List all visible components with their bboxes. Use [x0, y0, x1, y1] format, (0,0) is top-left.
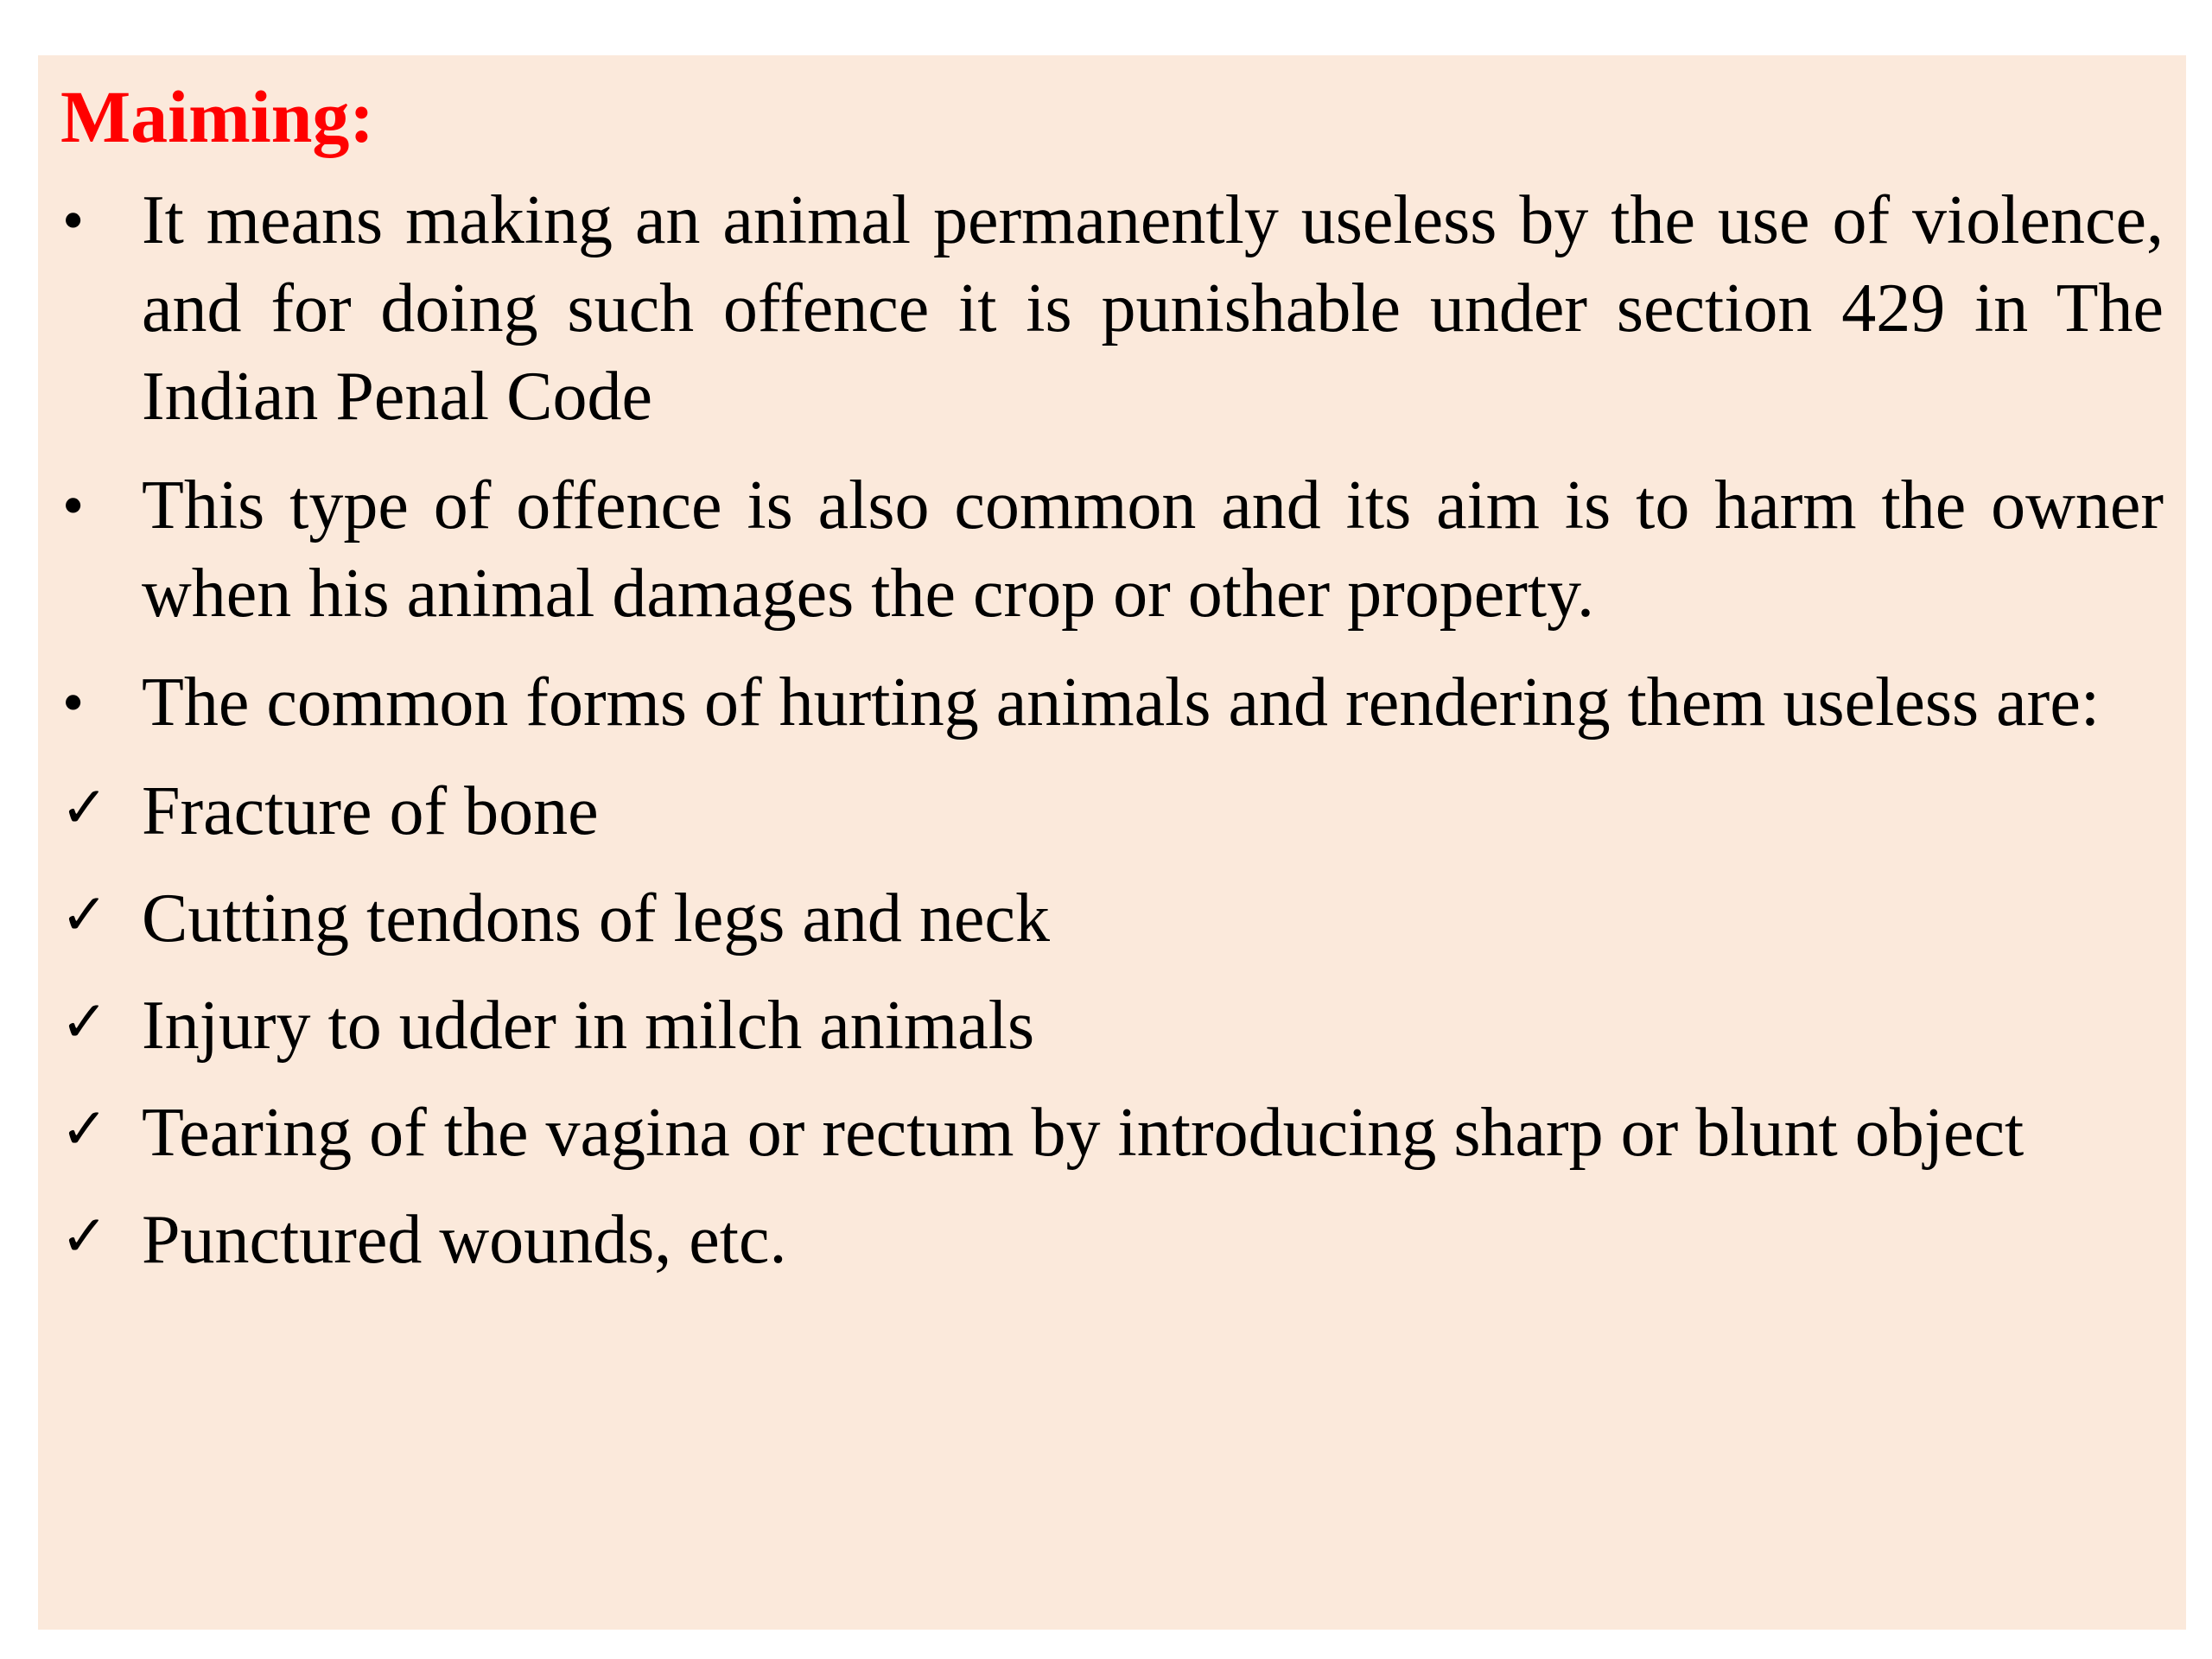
checkmark-icon: ✓: [60, 1203, 109, 1269]
checklist-item-5: [60, 1196, 2164, 1284]
bullet-dot-icon: •: [62, 471, 85, 540]
slide-panel: [38, 55, 2186, 1630]
checklist-text: Tearing of the vagina or rectum by introducing sharp or blunt object: [142, 1095, 2024, 1171]
checklist-item-1: [60, 767, 2164, 855]
checkmark-icon: ✓: [60, 774, 109, 841]
bullet-item-2: [60, 461, 2164, 638]
checklist-text: Injury to udder in milch animals: [142, 988, 1035, 1064]
bullet-item-1: [60, 176, 2164, 441]
checklist-item-2: [60, 874, 2164, 963]
slide-title: Maiming:: [60, 75, 375, 158]
bullet-dot-icon: •: [62, 186, 85, 255]
bullet-dot-icon: •: [62, 668, 85, 737]
checkmark-icon: ✓: [60, 1096, 109, 1162]
bullet-item-3: [60, 658, 2164, 747]
checklist-item-3: [60, 982, 2164, 1070]
checklist-text: Cutting tendons of legs and neck: [142, 880, 1050, 957]
checkmark-icon: ✓: [60, 988, 109, 1055]
slide-content: [60, 176, 2164, 1303]
checklist-text: Punctured wounds, etc.: [142, 1202, 787, 1278]
checklist-text: Fracture of bone: [142, 773, 599, 849]
checklist-item-4: [60, 1089, 2164, 1177]
checkmark-icon: ✓: [60, 881, 109, 948]
bullet-text: The common forms of hurting animals and rendering them useless are:: [142, 664, 2101, 741]
bullet-text: This type of offence is also common and its aim is to harm the owner when his animal damages the crop or other property.: [142, 467, 2164, 632]
bullet-text: It means making an animal permanently useless by the use of violence, and for doing such offence it is punishable under section 429 in The Indian Penal Code: [142, 182, 2164, 435]
